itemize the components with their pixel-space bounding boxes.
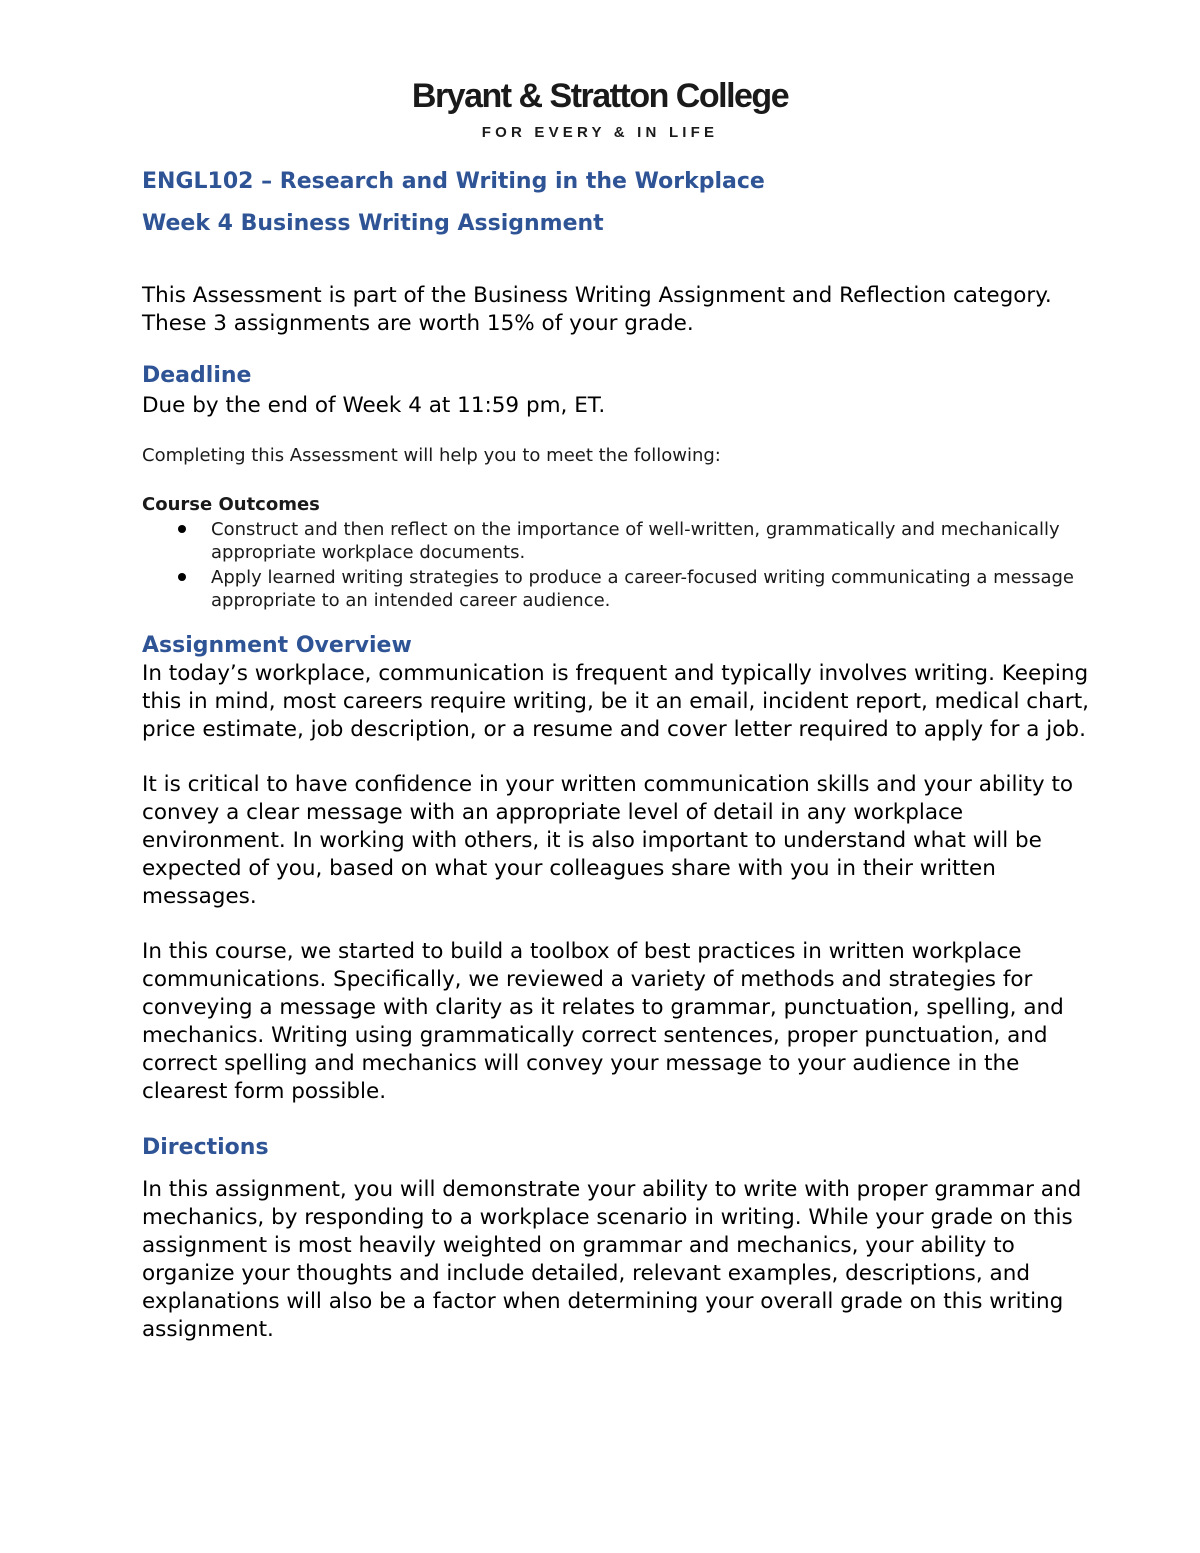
overview-paragraph-3: In this course, we started to build a toolbox of best practices in written workplace communications. Specifically, we reviewed a variety of methods and strategies for conveying a message with clarity as it relates to grammar, punctuation, spelling, and mechanics. Writing using grammatically correct sentences, proper punctuation, and correct spelling and mechanics will convey your message to your audience in the clearest form possible. [142,939,1064,1104]
overview-paragraph-2: It is critical to have confidence in your written communication skills and your ability to convey a clear message with an appropriate level of detail in any workplace environment. In working with others, it is also important to understand what will be expected of you, based on what your colleagues share with you in their written messages. [142,772,1074,909]
course-title: ENGL102 – Research and Writing in the Workplace [142,169,765,194]
document-content [142,166,1102,1344]
bullet-icon [178,573,186,581]
overview-paragraph-1: In today’s workplace, communication is frequent and typically involves writing. Keeping this in mind, most careers require writing, be it an email, incident report, medical chart, price estimate, job description, or a resume and cover letter required to apply for a job. [142,661,1089,742]
list-item [142,518,1102,564]
outcome-text: Apply learned writing strategies to produce a career-focused writing communicating a message appropriate to an intended career audience. [211,567,1075,611]
directions-paragraph: In this assignment, you will demonstrate your ability to write with proper grammar and mechanics, by responding to a workplace scenario in writing. While your grade on this assignment is most heavily weighted on grammar and mechanics, your ability to organize your thoughts and include detailed, relevant examples, descriptions, and explanations will also be a factor when determining your overall grade on this writing assignment. [142,1177,1082,1342]
deadline-heading: Deadline [142,363,252,388]
college-name: Bryant & Stratton College [411,77,789,115]
list-item [142,566,1102,612]
bullet-icon [178,525,186,533]
deadline-text: Due by the end of Week 4 at 11:59 pm, ET. [142,393,606,418]
course-outcomes-heading: Course Outcomes [142,494,320,515]
outcome-text: Construct and then reflect on the importance of well-written, grammatically and mechanically appropriate workplace documents. [211,519,1060,563]
college-logo [380,76,820,141]
completing-text: Completing this Assessment will help you to meet the following: [142,445,721,466]
intro-paragraph: This Assessment is part of the Business Writing Assignment and Reflection category. These 3 assignments are worth 15% of your grade. [142,283,1052,336]
course-outcomes-list [142,518,1102,612]
overview-heading: Assignment Overview [142,633,412,658]
assignment-title: Week 4 Business Writing Assignment [142,211,604,236]
college-tagline: FOR EVERY & IN LIFE [481,124,719,141]
directions-heading: Directions [142,1135,269,1160]
